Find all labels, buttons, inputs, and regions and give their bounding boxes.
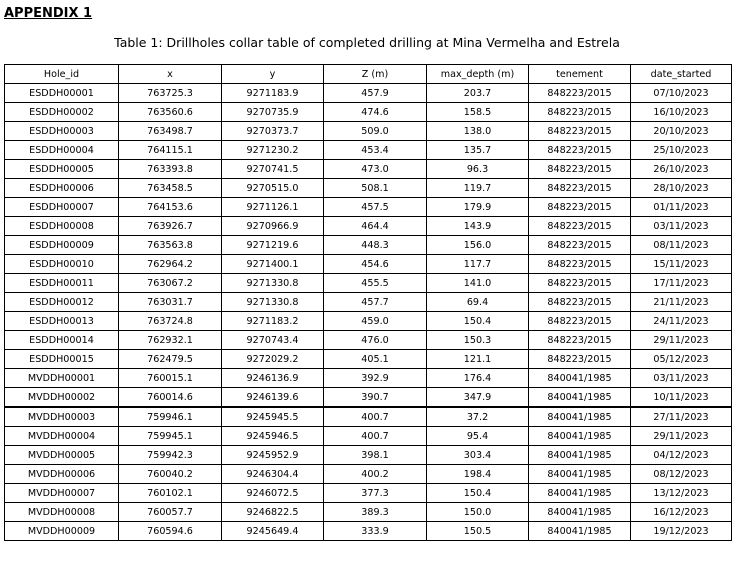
y-cell: 9246822.5 xyxy=(222,503,324,522)
date-started-cell: 04/12/2023 xyxy=(631,446,732,465)
x-cell: 762479.5 xyxy=(119,350,222,369)
z-cell: 333.9 xyxy=(324,522,427,541)
x-cell: 760040.2 xyxy=(119,465,222,484)
table-row xyxy=(5,160,732,179)
hole-id-cell: ESDDH00013 xyxy=(5,312,119,331)
date-started-cell: 10/11/2023 xyxy=(631,388,732,408)
y-cell: 9271126.1 xyxy=(222,198,324,217)
max-depth-cell: 203.7 xyxy=(427,84,529,103)
x-cell: 762964.2 xyxy=(119,255,222,274)
table-row xyxy=(5,427,732,446)
z-cell: 389.3 xyxy=(324,503,427,522)
max-depth-cell: 150.4 xyxy=(427,312,529,331)
max-depth-cell: 158.5 xyxy=(427,103,529,122)
z-cell: 390.7 xyxy=(324,388,427,408)
table-row xyxy=(5,217,732,236)
x-cell: 763031.7 xyxy=(119,293,222,312)
hole-id-cell: MVDDH00001 xyxy=(5,369,119,388)
max-depth-cell: 143.9 xyxy=(427,217,529,236)
tenement-cell: 848223/2015 xyxy=(529,179,631,198)
z-cell: 476.0 xyxy=(324,331,427,350)
hole-id-cell: ESDDH00009 xyxy=(5,236,119,255)
max-depth-cell: 117.7 xyxy=(427,255,529,274)
hole-id-cell: MVDDH00009 xyxy=(5,522,119,541)
tenement-cell: 848223/2015 xyxy=(529,84,631,103)
date-started-cell: 29/11/2023 xyxy=(631,331,732,350)
x-cell: 763067.2 xyxy=(119,274,222,293)
column-header-y: y xyxy=(222,65,324,84)
tenement-cell: 848223/2015 xyxy=(529,236,631,255)
tenement-cell: 848223/2015 xyxy=(529,160,631,179)
y-cell: 9246139.6 xyxy=(222,388,324,408)
date-started-cell: 13/12/2023 xyxy=(631,484,732,503)
z-cell: 405.1 xyxy=(324,350,427,369)
table-row xyxy=(5,369,732,388)
date-started-cell: 20/10/2023 xyxy=(631,122,732,141)
hole-id-cell: ESDDH00015 xyxy=(5,350,119,369)
table-row xyxy=(5,312,732,331)
column-header-tenement: tenement xyxy=(529,65,631,84)
y-cell: 9270966.9 xyxy=(222,217,324,236)
hole-id-cell: ESDDH00006 xyxy=(5,179,119,198)
date-started-cell: 24/11/2023 xyxy=(631,312,732,331)
tenement-cell: 848223/2015 xyxy=(529,274,631,293)
z-cell: 457.7 xyxy=(324,293,427,312)
y-cell: 9245946.5 xyxy=(222,427,324,446)
hole-id-cell: MVDDH00005 xyxy=(5,446,119,465)
tenement-cell: 848223/2015 xyxy=(529,350,631,369)
table-row xyxy=(5,179,732,198)
hole-id-cell: ESDDH00002 xyxy=(5,103,119,122)
max-depth-cell: 121.1 xyxy=(427,350,529,369)
hole-id-cell: ESDDH00003 xyxy=(5,122,119,141)
table-row xyxy=(5,503,732,522)
max-depth-cell: 96.3 xyxy=(427,160,529,179)
x-cell: 763724.8 xyxy=(119,312,222,331)
z-cell: 509.0 xyxy=(324,122,427,141)
y-cell: 9246304.4 xyxy=(222,465,324,484)
hole-id-cell: MVDDH00004 xyxy=(5,427,119,446)
table-row xyxy=(5,484,732,503)
date-started-cell: 15/11/2023 xyxy=(631,255,732,274)
x-cell: 763458.5 xyxy=(119,179,222,198)
hole-id-cell: ESDDH00008 xyxy=(5,217,119,236)
hole-id-cell: ESDDH00004 xyxy=(5,141,119,160)
z-cell: 464.4 xyxy=(324,217,427,236)
y-cell: 9270741.5 xyxy=(222,160,324,179)
x-cell: 760015.1 xyxy=(119,369,222,388)
tenement-cell: 840041/1985 xyxy=(529,369,631,388)
drillhole-collar-table xyxy=(4,64,732,541)
y-cell: 9270373.7 xyxy=(222,122,324,141)
max-depth-cell: 135.7 xyxy=(427,141,529,160)
tenement-cell: 848223/2015 xyxy=(529,293,631,312)
x-cell: 760057.7 xyxy=(119,503,222,522)
y-cell: 9246072.5 xyxy=(222,484,324,503)
column-header-hole-id: Hole_id xyxy=(5,65,119,84)
max-depth-cell: 303.4 xyxy=(427,446,529,465)
max-depth-cell: 150.4 xyxy=(427,484,529,503)
table-row xyxy=(5,198,732,217)
header-row xyxy=(5,65,732,84)
z-cell: 474.6 xyxy=(324,103,427,122)
y-cell: 9271400.1 xyxy=(222,255,324,274)
y-cell: 9271183.2 xyxy=(222,312,324,331)
z-cell: 455.5 xyxy=(324,274,427,293)
max-depth-cell: 141.0 xyxy=(427,274,529,293)
table-row xyxy=(5,522,732,541)
date-started-cell: 19/12/2023 xyxy=(631,522,732,541)
y-cell: 9245649.4 xyxy=(222,522,324,541)
z-cell: 459.0 xyxy=(324,312,427,331)
hole-id-cell: MVDDH00008 xyxy=(5,503,119,522)
hole-id-cell: ESDDH00010 xyxy=(5,255,119,274)
x-cell: 762932.1 xyxy=(119,331,222,350)
x-cell: 759946.1 xyxy=(119,407,222,427)
date-started-cell: 26/10/2023 xyxy=(631,160,732,179)
max-depth-cell: 150.0 xyxy=(427,503,529,522)
date-started-cell: 03/11/2023 xyxy=(631,217,732,236)
tenement-cell: 848223/2015 xyxy=(529,122,631,141)
hole-id-cell: ESDDH00005 xyxy=(5,160,119,179)
table-row xyxy=(5,274,732,293)
tenement-cell: 840041/1985 xyxy=(529,484,631,503)
date-started-cell: 08/11/2023 xyxy=(631,236,732,255)
hole-id-cell: ESDDH00012 xyxy=(5,293,119,312)
table-row xyxy=(5,407,732,427)
table-row xyxy=(5,84,732,103)
max-depth-cell: 37.2 xyxy=(427,407,529,427)
appendix-heading: APPENDIX 1 xyxy=(4,6,93,21)
table-row xyxy=(5,446,732,465)
date-started-cell: 28/10/2023 xyxy=(631,179,732,198)
tenement-cell: 840041/1985 xyxy=(529,427,631,446)
x-cell: 763393.8 xyxy=(119,160,222,179)
max-depth-cell: 176.4 xyxy=(427,369,529,388)
max-depth-cell: 69.4 xyxy=(427,293,529,312)
y-cell: 9271219.6 xyxy=(222,236,324,255)
z-cell: 392.9 xyxy=(324,369,427,388)
z-cell: 453.4 xyxy=(324,141,427,160)
hole-id-cell: MVDDH00007 xyxy=(5,484,119,503)
z-cell: 400.2 xyxy=(324,465,427,484)
y-cell: 9271230.2 xyxy=(222,141,324,160)
column-header-z: Z (m) xyxy=(324,65,427,84)
x-cell: 760102.1 xyxy=(119,484,222,503)
tenement-cell: 840041/1985 xyxy=(529,388,631,408)
max-depth-cell: 138.0 xyxy=(427,122,529,141)
z-cell: 473.0 xyxy=(324,160,427,179)
z-cell: 400.7 xyxy=(324,427,427,446)
y-cell: 9271330.8 xyxy=(222,293,324,312)
date-started-cell: 16/10/2023 xyxy=(631,103,732,122)
date-started-cell: 03/11/2023 xyxy=(631,369,732,388)
z-cell: 377.3 xyxy=(324,484,427,503)
tenement-cell: 848223/2015 xyxy=(529,103,631,122)
column-header-max-depth: max_depth (m) xyxy=(427,65,529,84)
z-cell: 508.1 xyxy=(324,179,427,198)
column-header-x: x xyxy=(119,65,222,84)
y-cell: 9246136.9 xyxy=(222,369,324,388)
date-started-cell: 08/12/2023 xyxy=(631,465,732,484)
table-row xyxy=(5,255,732,274)
max-depth-cell: 95.4 xyxy=(427,427,529,446)
table-row xyxy=(5,141,732,160)
tenement-cell: 848223/2015 xyxy=(529,255,631,274)
table-body xyxy=(5,84,732,541)
y-cell: 9245952.9 xyxy=(222,446,324,465)
table-row xyxy=(5,103,732,122)
date-started-cell: 17/11/2023 xyxy=(631,274,732,293)
table-row xyxy=(5,122,732,141)
table-row xyxy=(5,293,732,312)
y-cell: 9271330.8 xyxy=(222,274,324,293)
x-cell: 763563.8 xyxy=(119,236,222,255)
tenement-cell: 848223/2015 xyxy=(529,141,631,160)
table-row xyxy=(5,388,732,408)
x-cell: 759942.3 xyxy=(119,446,222,465)
z-cell: 457.5 xyxy=(324,198,427,217)
table-row xyxy=(5,236,732,255)
x-cell: 763560.6 xyxy=(119,103,222,122)
tenement-cell: 840041/1985 xyxy=(529,522,631,541)
table-row xyxy=(5,331,732,350)
date-started-cell: 16/12/2023 xyxy=(631,503,732,522)
y-cell: 9271183.9 xyxy=(222,84,324,103)
z-cell: 454.6 xyxy=(324,255,427,274)
z-cell: 457.9 xyxy=(324,84,427,103)
z-cell: 400.7 xyxy=(324,407,427,427)
hole-id-cell: MVDDH00006 xyxy=(5,465,119,484)
table-row xyxy=(5,350,732,369)
date-started-cell: 25/10/2023 xyxy=(631,141,732,160)
date-started-cell: 21/11/2023 xyxy=(631,293,732,312)
x-cell: 760594.6 xyxy=(119,522,222,541)
date-started-cell: 05/12/2023 xyxy=(631,350,732,369)
tenement-cell: 848223/2015 xyxy=(529,198,631,217)
column-header-date-started: date_started xyxy=(631,65,732,84)
date-started-cell: 01/11/2023 xyxy=(631,198,732,217)
date-started-cell: 27/11/2023 xyxy=(631,407,732,427)
tenement-cell: 848223/2015 xyxy=(529,217,631,236)
tenement-cell: 840041/1985 xyxy=(529,503,631,522)
hole-id-cell: ESDDH00014 xyxy=(5,331,119,350)
hole-id-cell: ESDDH00011 xyxy=(5,274,119,293)
max-depth-cell: 119.7 xyxy=(427,179,529,198)
date-started-cell: 07/10/2023 xyxy=(631,84,732,103)
x-cell: 760014.6 xyxy=(119,388,222,408)
table-caption: Table 1: Drillholes collar table of completed drilling at Mina Vermelha and Estrela xyxy=(114,35,620,50)
tenement-cell: 848223/2015 xyxy=(529,312,631,331)
tenement-cell: 840041/1985 xyxy=(529,465,631,484)
x-cell: 763498.7 xyxy=(119,122,222,141)
tenement-cell: 848223/2015 xyxy=(529,331,631,350)
max-depth-cell: 156.0 xyxy=(427,236,529,255)
y-cell: 9245945.5 xyxy=(222,407,324,427)
max-depth-cell: 150.3 xyxy=(427,331,529,350)
x-cell: 764115.1 xyxy=(119,141,222,160)
x-cell: 759945.1 xyxy=(119,427,222,446)
x-cell: 764153.6 xyxy=(119,198,222,217)
hole-id-cell: MVDDH00003 xyxy=(5,407,119,427)
tenement-cell: 840041/1985 xyxy=(529,407,631,427)
hole-id-cell: ESDDH00001 xyxy=(5,84,119,103)
table-row xyxy=(5,465,732,484)
x-cell: 763725.3 xyxy=(119,84,222,103)
max-depth-cell: 179.9 xyxy=(427,198,529,217)
tenement-cell: 840041/1985 xyxy=(529,446,631,465)
table-header xyxy=(5,65,732,84)
date-started-cell: 29/11/2023 xyxy=(631,427,732,446)
z-cell: 398.1 xyxy=(324,446,427,465)
hole-id-cell: ESDDH00007 xyxy=(5,198,119,217)
hole-id-cell: MVDDH00002 xyxy=(5,388,119,408)
y-cell: 9270515.0 xyxy=(222,179,324,198)
z-cell: 448.3 xyxy=(324,236,427,255)
y-cell: 9272029.2 xyxy=(222,350,324,369)
y-cell: 9270743.4 xyxy=(222,331,324,350)
max-depth-cell: 198.4 xyxy=(427,465,529,484)
max-depth-cell: 150.5 xyxy=(427,522,529,541)
max-depth-cell: 347.9 xyxy=(427,388,529,408)
y-cell: 9270735.9 xyxy=(222,103,324,122)
x-cell: 763926.7 xyxy=(119,217,222,236)
